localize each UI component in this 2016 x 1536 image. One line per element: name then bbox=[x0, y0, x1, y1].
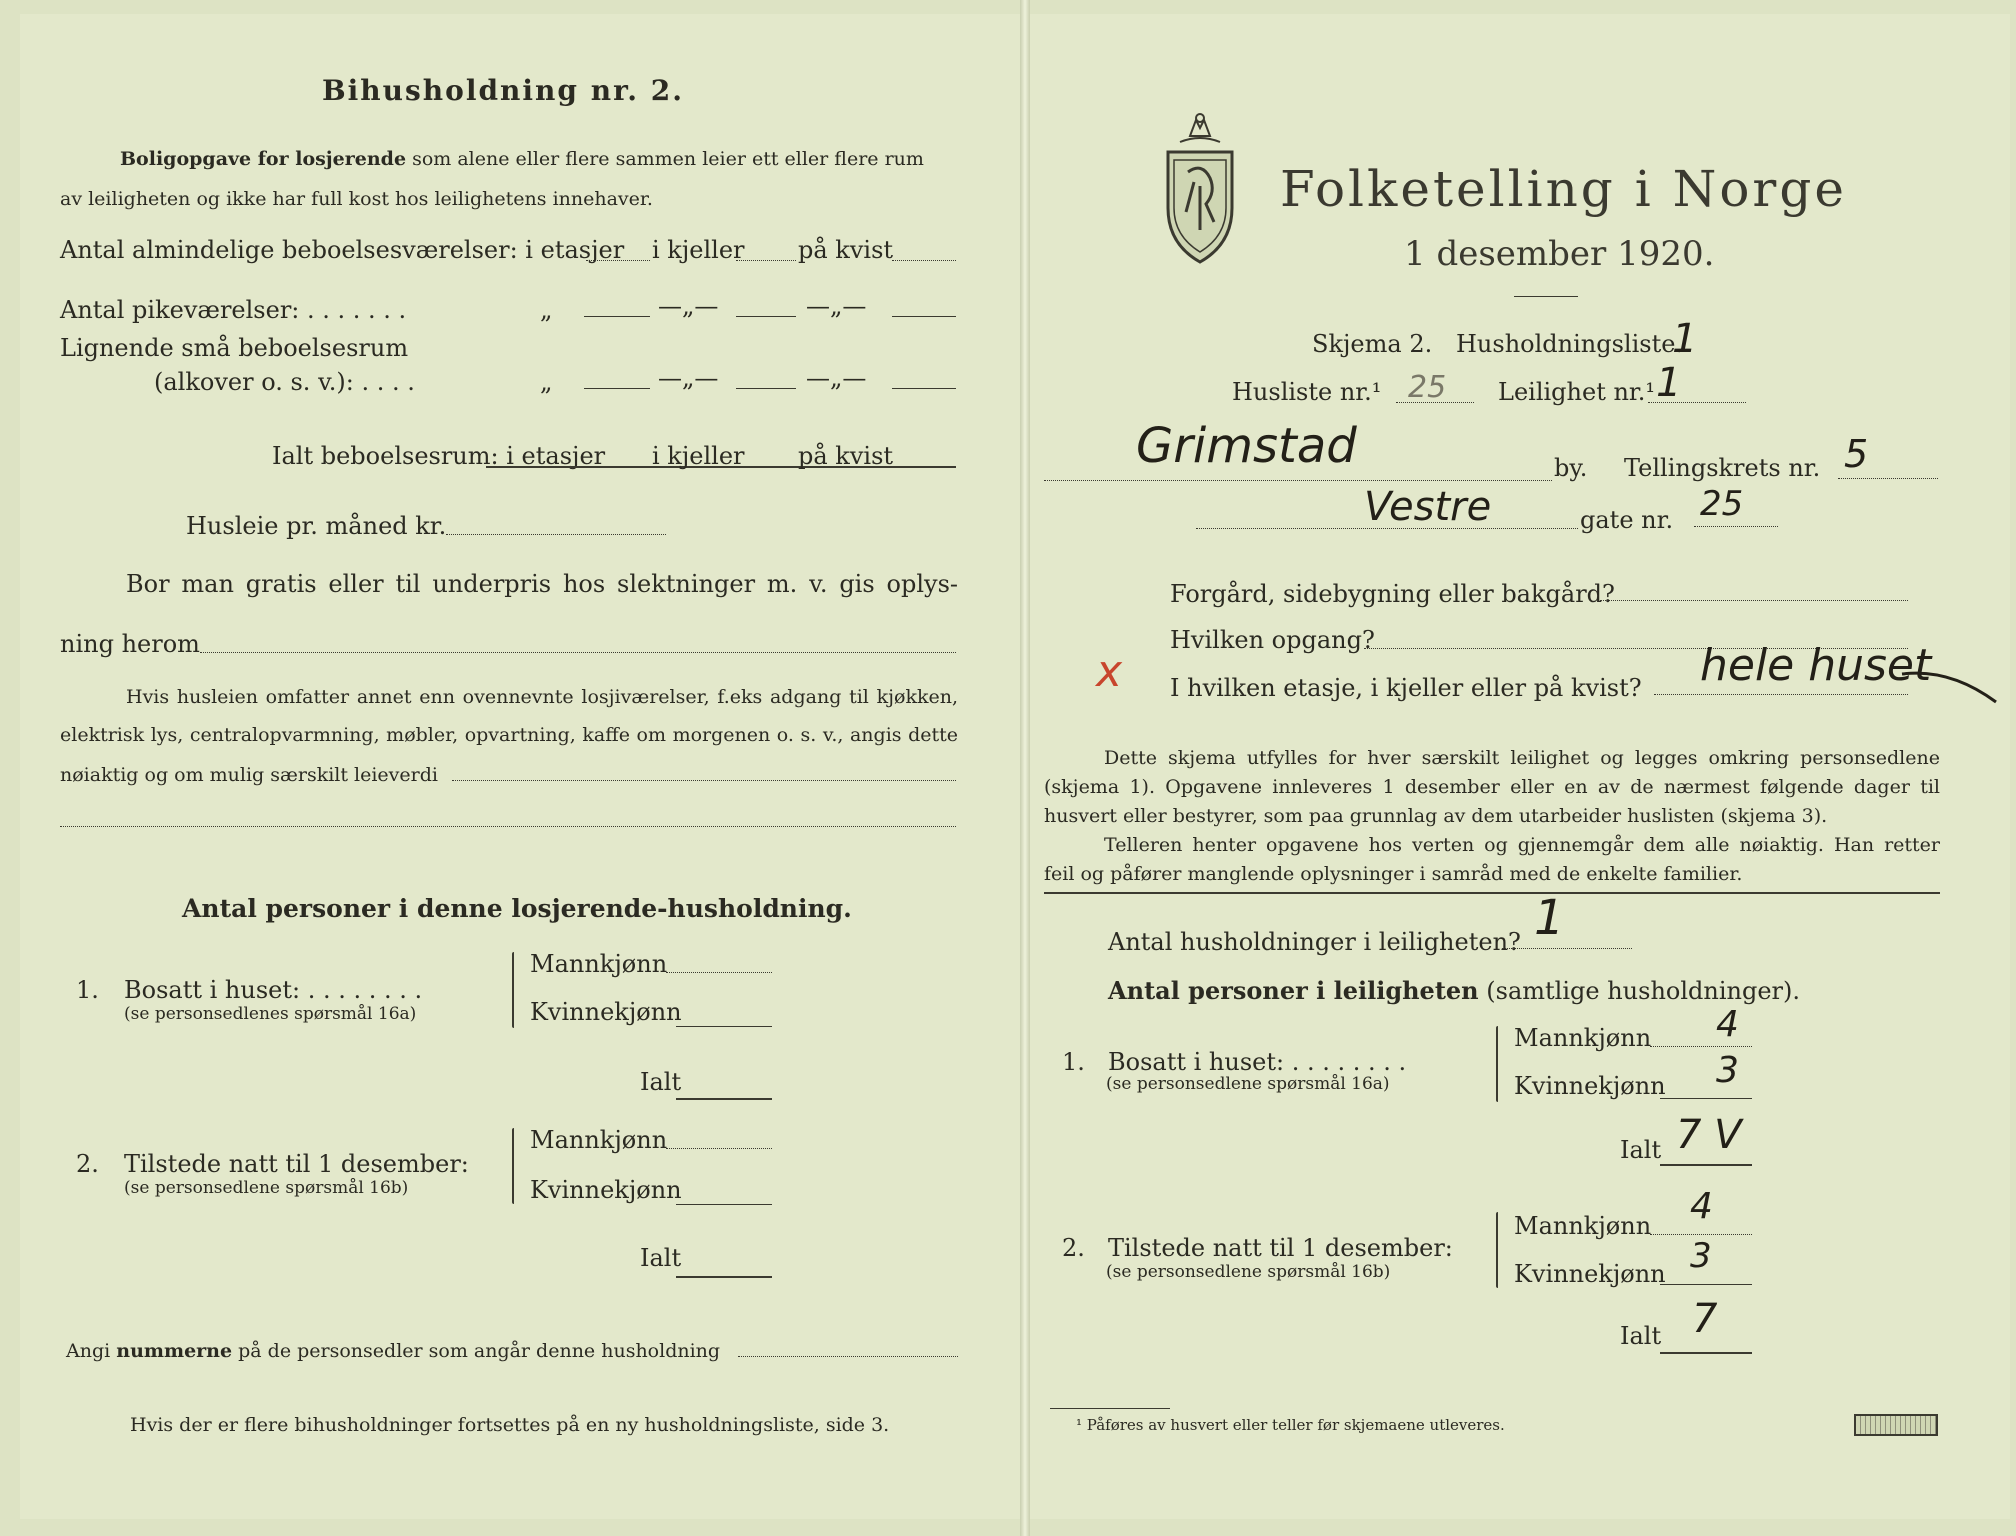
hvis-line-1: Hvis husleien omfatter annet enn ovennevnte losjiværelser, f.eks adgang til kjøkken, bbox=[126, 686, 958, 708]
right-q2-kvinne-label: Kvinnekjønn bbox=[1514, 1260, 1666, 1288]
ialt-rooms-label: Ialt beboelsesrum: i etasjer bbox=[272, 442, 606, 470]
angi-bold: nummerne bbox=[116, 1340, 233, 1362]
krets-label: Tellingskrets nr. bbox=[1624, 454, 1821, 482]
info-line-5: feil og påfører manglende oplysninger i samråd med de enkelte familier. bbox=[1044, 863, 1743, 885]
title-rule bbox=[1514, 296, 1578, 297]
left-q2-sub: (se personsedlene spørsmål 16b) bbox=[124, 1178, 409, 1198]
leilighet-label: Leilighet nr.¹ bbox=[1498, 378, 1656, 406]
left-footer: Hvis der er flere bihusholdninger fortsettes på en ny husholdningsliste, side 3. bbox=[130, 1414, 890, 1436]
right-q2-ialt-field bbox=[1660, 1352, 1752, 1354]
left-q1-ialt-label: Ialt bbox=[640, 1068, 682, 1096]
right-q2-kvinne-value: 3 bbox=[1690, 1236, 1712, 1276]
intro-line-2: av leiligheten og ikke har full kost hos leilighetens innehaver. bbox=[60, 188, 653, 210]
page-fold bbox=[1020, 0, 1030, 1536]
right-q1-num: 1. bbox=[1062, 1048, 1085, 1076]
bor-line-1: Bor man gratis eller til underpris hos slektninger m. v. gis oplys- bbox=[126, 570, 958, 598]
gate-value: Vestre bbox=[1364, 484, 1492, 530]
right-q2-label: Tilstede natt til 1 desember: bbox=[1108, 1234, 1453, 1262]
right-q2-mann-value: 4 bbox=[1690, 1186, 1713, 1227]
husleie-field bbox=[446, 534, 666, 535]
left-q2-label: Tilstede natt til 1 desember: bbox=[124, 1150, 469, 1178]
skjema-title: Husholdningsliste. bbox=[1456, 330, 1684, 358]
right-q2-mann-field bbox=[1650, 1234, 1752, 1235]
left-q1-label: Bosatt i huset: . . . . . . . . bbox=[124, 976, 423, 1004]
left-q2-kvinne-field bbox=[676, 1204, 772, 1205]
ialt-kjeller-field bbox=[738, 466, 796, 467]
right-q1-label: Bosatt i huset: . . . . . . . . bbox=[1108, 1048, 1407, 1076]
left-q2-mann-field bbox=[666, 1148, 772, 1149]
pike-ditto-3: —„— bbox=[806, 292, 867, 320]
bor-field bbox=[200, 652, 956, 653]
info-line-4: Telleren henter opgavene hos verten og gjennemgår dem alle nøiaktig. Han retter bbox=[1104, 834, 1940, 856]
right-q2-ialt-value: 7 bbox=[1692, 1296, 1718, 1342]
right-q2-num: 2. bbox=[1062, 1234, 1085, 1262]
ialt-kvist-label: på kvist bbox=[798, 442, 894, 470]
right-q1-mann-value: 4 bbox=[1716, 1004, 1739, 1045]
rooms-kvist-label: på kvist bbox=[798, 236, 894, 264]
angi-line bbox=[66, 1340, 720, 1362]
info-paragraph bbox=[1044, 744, 1940, 889]
footnote: ¹ Påføres av husvert eller teller før skjemaene utleveres. bbox=[1076, 1416, 1505, 1434]
right-q2-sub: (se personsedlene spørsmål 16b) bbox=[1106, 1262, 1391, 1282]
lign-ditto-2: —„— bbox=[658, 364, 719, 392]
left-q2-num: 2. bbox=[76, 1150, 99, 1178]
printer-stamp-icon bbox=[1854, 1414, 1938, 1436]
right-q1-kvinne-field bbox=[1660, 1098, 1752, 1099]
right-q1-kvinne-value: 3 bbox=[1716, 1050, 1739, 1091]
husliste-value: 25 bbox=[1408, 370, 1447, 405]
left-q1-kvinne-label: Kvinnekjønn bbox=[530, 998, 682, 1026]
right-q1-sub: (se personsedlene spørsmål 16a) bbox=[1106, 1074, 1390, 1094]
left-q1-kvinne-field bbox=[676, 1026, 772, 1027]
gate-nr-value: 25 bbox=[1700, 484, 1744, 524]
intro-bold: Boligopgave for losjerende bbox=[120, 148, 407, 170]
bihusholdning-title: Bihusholdning nr. 2. bbox=[322, 74, 684, 107]
left-q1-mann-field bbox=[666, 972, 772, 973]
antal-hush-value: 1 bbox=[1534, 890, 1565, 946]
lign-field-2 bbox=[736, 388, 796, 389]
bor-line-2: ning herom bbox=[60, 630, 200, 658]
gate-field bbox=[1196, 528, 1578, 529]
info-line-3: husvert eller bestyrer, som paa grunnlag av dem utarbeider huslisten (skjema 3). bbox=[1044, 805, 1828, 827]
left-q2-mann-label: Mannkjønn bbox=[530, 1126, 668, 1154]
ialt-kjeller-label: i kjeller bbox=[652, 442, 745, 470]
census-date: 1 desember 1920. bbox=[1404, 234, 1715, 274]
krets-field bbox=[1838, 478, 1938, 479]
info-line-2: (skjema 1). Opgavene innleveres 1 desember eller en av de nærmest følgende dager til bbox=[1044, 776, 1940, 798]
ialt-etasjer-field bbox=[588, 466, 650, 467]
right-q2-mann-label: Mannkjønn bbox=[1514, 1212, 1652, 1240]
right-q1-brace bbox=[1496, 1026, 1498, 1102]
intro-rest: som alene eller flere sammen leier ett eller flere rum bbox=[412, 148, 924, 170]
right-q1-mann-label: Mannkjønn bbox=[1514, 1024, 1652, 1052]
left-q2-ialt-field bbox=[676, 1276, 772, 1278]
folketelling-title: Folketelling i Norge bbox=[1280, 160, 1847, 218]
lign-ditto-3: —„— bbox=[806, 364, 867, 392]
rooms-etasjer-field bbox=[586, 260, 650, 261]
right-q1-ialt-value: 7 V bbox=[1676, 1112, 1742, 1158]
right-q2-kvinne-field bbox=[1660, 1284, 1752, 1285]
krets-value: 5 bbox=[1844, 432, 1869, 476]
intro-line-1 bbox=[120, 148, 924, 170]
norway-coat-of-arms-icon bbox=[1160, 112, 1240, 268]
pike-ditto-2: —„— bbox=[658, 292, 719, 320]
lignende-label-1: Lignende små beboelsesrum bbox=[60, 334, 409, 362]
lign-ditto-1: „ bbox=[540, 368, 553, 396]
info-line-1: Dette skjema utfylles for hver særskilt leilighet og legges omkring personsedlene bbox=[1104, 747, 1940, 769]
antal-losjerende-heading: Antal personer i denne losjerende-husholdning. bbox=[182, 894, 852, 923]
left-q2-kvinne-label: Kvinnekjønn bbox=[530, 1176, 682, 1204]
hvis-field-1 bbox=[452, 780, 956, 781]
etasje-field bbox=[1654, 694, 1908, 695]
pike-ditto-1: „ bbox=[540, 296, 553, 324]
pike-label: Antal pikeværelser: . . . . . . . bbox=[60, 296, 407, 324]
angi-field bbox=[738, 1356, 958, 1357]
lign-field-1 bbox=[584, 388, 650, 389]
by-value: Grimstad bbox=[1136, 418, 1357, 474]
by-field bbox=[1044, 480, 1552, 481]
left-q2-brace bbox=[512, 1128, 514, 1204]
etasje-label: I hvilken etasje, i kjeller eller på kvist? bbox=[1170, 674, 1642, 702]
antal-hush-field bbox=[1502, 948, 1632, 949]
right-q1-ialt-label: Ialt bbox=[1620, 1136, 1662, 1164]
opgang-label: Hvilken opgang? bbox=[1170, 626, 1375, 654]
angi-pre: Angi bbox=[66, 1340, 111, 1362]
lign-field-3 bbox=[892, 388, 956, 389]
left-q1-ialt-field bbox=[676, 1098, 772, 1100]
skjema-handwritten: 1 bbox=[1672, 316, 1698, 362]
right-q2-ialt-label: Ialt bbox=[1620, 1322, 1662, 1350]
right-q1-mann-field bbox=[1650, 1046, 1752, 1047]
etasje-value: hele huset bbox=[1700, 640, 1932, 691]
right-q1-ialt-field bbox=[1660, 1164, 1752, 1166]
left-q1-num: 1. bbox=[76, 976, 99, 1004]
forgard-field bbox=[1600, 600, 1908, 601]
left-q1-mann-label: Mannkjønn bbox=[530, 950, 668, 978]
antal-pers-rest: (samtlige husholdninger). bbox=[1486, 977, 1801, 1005]
left-q1-sub: (se personsedlenes spørsmål 16a) bbox=[124, 1004, 417, 1024]
rooms-label: Antal almindelige beboelsesværelser: i etasjer bbox=[60, 236, 625, 264]
rooms-kjeller-field bbox=[736, 260, 796, 261]
gate-label: gate nr. bbox=[1580, 506, 1674, 534]
right-q1-kvinne-label: Kvinnekjønn bbox=[1514, 1072, 1666, 1100]
red-check-mark: x bbox=[1096, 646, 1123, 697]
antal-pers-bold: Antal personer i leiligheten bbox=[1108, 976, 1479, 1005]
rooms-kvist-field bbox=[892, 260, 956, 261]
handwritten-stroke-icon bbox=[1900, 660, 2000, 710]
husliste-field bbox=[1396, 402, 1474, 403]
info-separator bbox=[1044, 892, 1940, 894]
antal-pers-line bbox=[1108, 976, 1800, 1005]
forgard-label: Forgård, sidebygning eller bakgård? bbox=[1170, 580, 1615, 608]
pike-field-1 bbox=[584, 316, 650, 317]
footnote-rule bbox=[1050, 1408, 1170, 1409]
angi-post: på de personsedler som angår denne husholdning bbox=[238, 1340, 721, 1362]
left-q2-ialt-label: Ialt bbox=[640, 1244, 682, 1272]
pike-field-2 bbox=[736, 316, 796, 317]
left-q1-brace bbox=[512, 952, 514, 1028]
lignende-label-2: (alkover o. s. v.): . . . . bbox=[154, 368, 415, 396]
gate-nr-field bbox=[1694, 526, 1778, 527]
pike-field-3 bbox=[892, 316, 956, 317]
right-q2-brace bbox=[1496, 1212, 1498, 1288]
antal-hush-label: Antal husholdninger i leiligheten? bbox=[1108, 928, 1521, 956]
husliste-label: Husliste nr.¹ bbox=[1232, 378, 1382, 406]
skjema-label: Skjema 2. bbox=[1312, 330, 1433, 358]
leilighet-field bbox=[1648, 402, 1746, 403]
by-label: by. bbox=[1554, 454, 1588, 482]
husleie-label: Husleie pr. måned kr. bbox=[186, 512, 447, 540]
hvis-line-2: elektrisk lys, centralopvarmning, møbler, opvartning, kaffe om morgenen o. s. v., angis dette bbox=[60, 724, 958, 746]
leilighet-value: 1 bbox=[1656, 360, 1682, 406]
rooms-kjeller-label: i kjeller bbox=[652, 236, 745, 264]
hvis-line-3: nøiaktig og om mulig særskilt leieverdi bbox=[60, 764, 438, 786]
hvis-field-2 bbox=[60, 826, 956, 827]
